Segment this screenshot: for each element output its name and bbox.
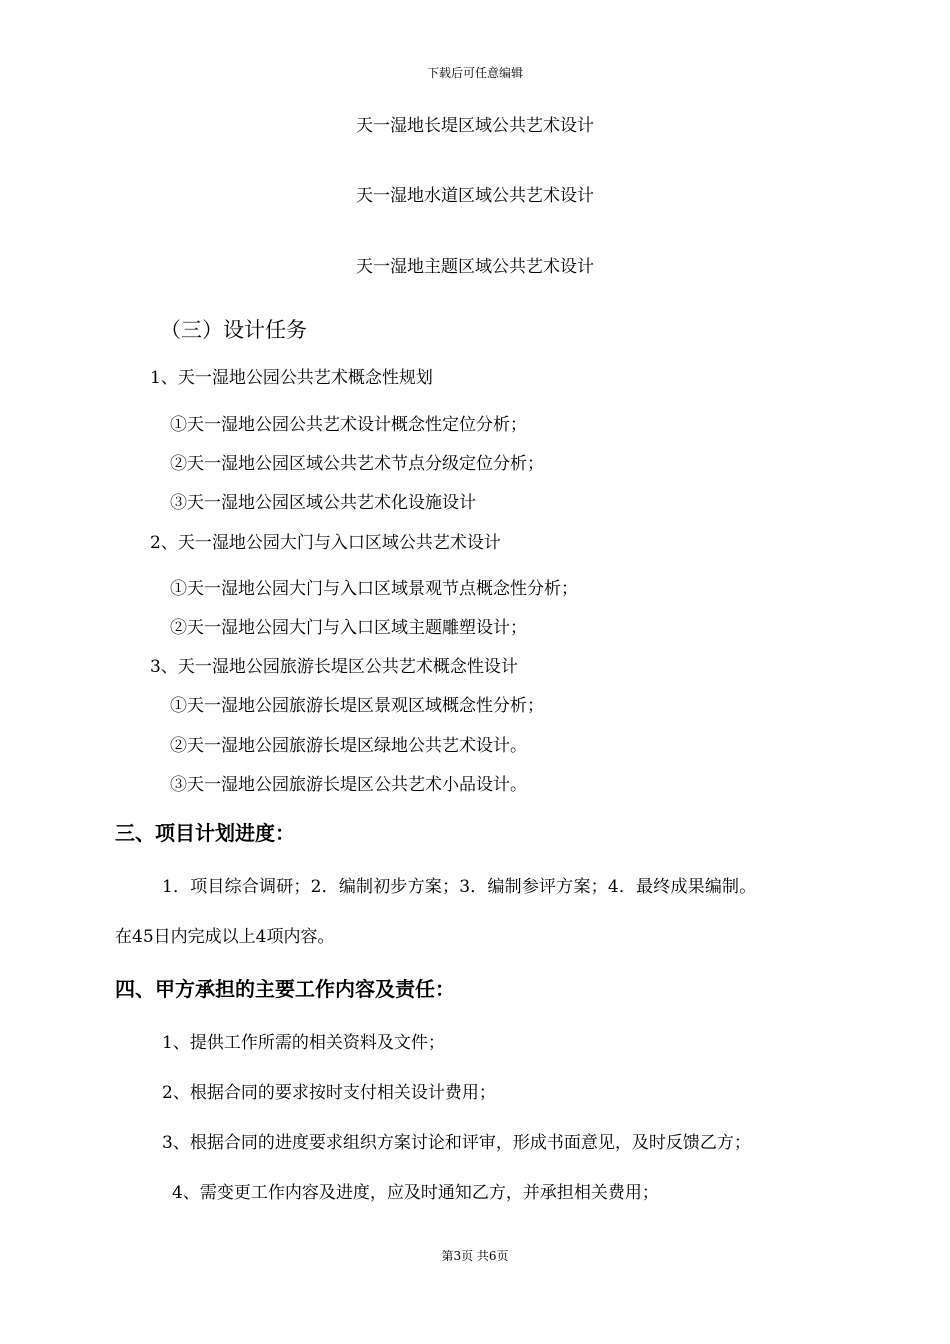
page-footer: 第3页 共6页 [441,1249,509,1263]
task-subitem-3-2: ②天一湿地公园旅游长堤区绿地公共艺术设计。 [170,736,527,756]
task-subitem-3-1: ①天一湿地公园旅游长堤区景观区域概念性分析； [170,696,544,716]
task-subitem-3-3: ③天一湿地公园旅游长堤区公共艺术小品设计。 [170,775,527,795]
task-subitem-2-1: ①天一湿地公园大门与入口区域景观节点概念性分析； [170,579,578,599]
task-item-1: 1、天一湿地公园公共艺术概念性规划 [150,368,433,388]
design-title-3: 天一湿地主题区域公共艺术设计 [356,257,594,277]
task-subitem-1-2: ②天一湿地公园区域公共艺术节点分级定位分析； [170,454,544,474]
task-item-3: 3、天一湿地公园旅游长堤区公共艺术概念性设计 [150,657,518,677]
party-a-item-4: 4、需变更工作内容及进度，应及时通知乙方，并承担相关费用； [172,1183,659,1203]
design-title-2: 天一湿地水道区域公共艺术设计 [356,186,594,206]
party-a-item-2: 2、根据合同的要求按时支付相关设计费用； [162,1083,496,1103]
schedule-heading: 三、项目计划进度： [115,821,295,845]
task-subitem-1-1: ①天一湿地公园公共艺术设计概念性定位分析； [170,415,527,435]
party-a-item-1: 1、提供工作所需的相关资料及文件； [162,1033,445,1053]
section-design-tasks-title: （三）设计任务 [160,318,307,342]
page-header: 下载后可任意编辑 [426,66,523,80]
party-a-heading: 四、甲方承担的主要工作内容及责任： [115,977,455,1001]
task-item-2: 2、天一湿地公园大门与入口区域公共艺术设计 [150,533,501,553]
schedule-steps: 1．项目综合调研；2．编制初步方案；3．编制参评方案；4．最终成果编制。 [162,877,757,897]
design-title-1: 天一湿地长堤区域公共艺术设计 [356,116,594,136]
party-a-item-3: 3、根据合同的进度要求组织方案讨论和评审，形成书面意见，及时反馈乙方； [162,1133,751,1153]
task-subitem-2-2: ②天一湿地公园大门与入口区域主题雕塑设计； [170,618,527,638]
task-subitem-1-3: ③天一湿地公园区域公共艺术化设施设计 [170,493,476,513]
schedule-duration: 在45日内完成以上4项内容。 [115,927,335,947]
